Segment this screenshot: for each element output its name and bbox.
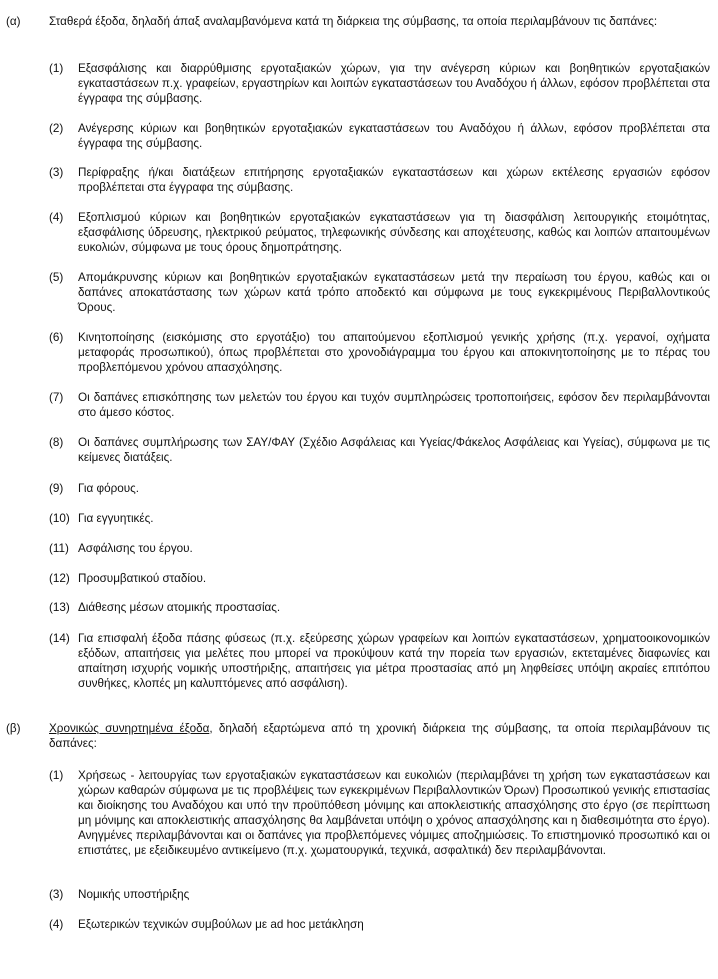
item-number: (10) — [49, 512, 70, 525]
item-text: Εξασφάλισης και διαρρύθμισης εργοταξιακών χώρων, για την ανέγερση κύριων και βοηθητικών εργοταξιακών εγκαταστάσεων π.χ. γραφείων, εργαστηρίων και λοιπών εγκαταστάσεων του Αναδόχου ή άλλων, εφόσον προβλέπεται στα έγγραφα της σύμβασης. — [78, 62, 710, 105]
section-title: Χρονικώς συνηρτημένα έξοδα — [49, 722, 210, 735]
item-number: (4) — [49, 211, 64, 224]
section-intro: , δηλαδή εξαρτώμενα από τη χρονική διάρκεια της σύμβασης, τα οποία περιλαμβάνουν τις δαπάνες: — [49, 722, 711, 750]
item-text: Για επισφαλή έξοδα πάσης φύσεως (π.χ. εξεύρεσης χώρων γραφείων και λοιπών εγκαταστάσεων, χρηματοοικονομικών εξόδων, απαιτήσεις για μελέτες που μπορεί να προκύψουν κατά την πορεία των εργασιών, εκτεταμένες διαφωνίες και απαίτηση ισχυρής νομικής υποστήριξης, απαιτήσεις για μέτρα προστασίας από μη ληφθείσες υπόψη ακραίες επιτόπου συνθήκες, κλοπές μη καλυπτόμενες από ασφάλιση). — [78, 632, 710, 690]
item-text: Διάθεσης μέσων ατομικής προστασίας. — [78, 601, 281, 614]
section-intro: Σταθερά έξοδα, δηλαδή άπαξ αναλαμβανόμενα κατά τη διάρκεια της σύμβασης, τα οποία περιλαμβάνουν τις δαπάνες: — [49, 15, 658, 28]
item-number: (1) — [49, 62, 64, 75]
item-number: (11) — [49, 542, 69, 555]
item-text: Νομικής υποστήριξης — [78, 888, 190, 901]
item-text: Περίφραξης ή/και διατάξεων επιτήρησης εργοταξιακών εγκαταστάσεων και χώρων εκτέλεσης εργασιών εφόσον προβλέπεται στα έγγραφα της σύμβασης. — [78, 166, 710, 194]
item-text: Για εγγυητικές. — [78, 512, 154, 525]
item-text: Οι δαπάνες επισκόπησης των μελετών του έργου και τυχόν συμπληρώσεις τροποποιήσεις, εφόσον δεν περιλαμβάνονται στο άμεσο κόστος. — [78, 391, 710, 419]
item-text: Ανέγερσης κύριων και βοηθητικών εργοταξιακών εγκαταστάσεων του Αναδόχου ή άλλων, εφόσον προβλέπεται στα έγγραφα της σύμβασης. — [78, 122, 710, 150]
item-number: (6) — [49, 331, 64, 344]
item-text: Απομάκρυνσης κύριων και βοηθητικών εργοταξιακών εγκαταστάσεων μετά την περαίωση του έργου, καθώς και οι δαπάνες αποκατάστασης των χώρων κατά τρόπο αποδεκτό και σύμφωνα με τους εγκεκριμένους Περιβαλλοντικούς Όρους. — [78, 271, 710, 314]
item-text: Προσυμβατικού σταδίου. — [78, 572, 207, 585]
item-number: (3) — [49, 888, 64, 901]
item-number: (7) — [49, 391, 64, 404]
section-intro-wrapper — [49, 722, 710, 752]
item-number: (1) — [49, 769, 64, 782]
item-number: (4) — [49, 918, 64, 931]
item-number: (13) — [49, 601, 70, 614]
item-text: Για φόρους. — [78, 482, 140, 495]
item-number: (12) — [49, 572, 70, 585]
item-number: (8) — [49, 436, 64, 449]
item-text: Εξωτερικών τεχνικών συμβούλων με ad hoc μετάκληση — [78, 918, 364, 931]
item-number: (14) — [49, 632, 70, 645]
item-text: Κινητοποίησης (εισκόμισης στο εργοτάξιο) του απαιτούμενου εξοπλισμού γενικής χρήσης (π.χ. γερανοί, οχήματα μεταφοράς προσωπικού), όπως προβλέπεται στο χρονοδιάγραμμα του έργου και αποκινητοποίησης με το πέρας του προβλεπόμενου χρόνου απασχόλησης. — [78, 331, 710, 374]
item-text: Οι δαπάνες συμπλήρωσης των ΣΑΥ/ΦΑΥ (Σχέδιο Ασφάλειας και Υγείας/Φάκελος Ασφάλειας και Υγείας), σύμφωνα με τις κείμενες διατάξεις. — [78, 436, 710, 464]
item-number: (2) — [49, 122, 64, 135]
section-label: (β) — [6, 722, 21, 735]
item-number: (3) — [49, 166, 64, 179]
item-number: (9) — [49, 482, 64, 495]
item-text: Εξοπλισμού κύριων και βοηθητικών εργοταξιακών εγκαταστάσεων για τη διασφάλιση λειτουργικής ετοιμότητας, εξασφάλισης ύδρευσης, ηλεκτρικού ρεύματος, τηλεφωνικής σύνδεσης και αποχέτευσης, καθώς και λοιπών απαιτουμένων ευκολιών, σύμφωνα με τους όρους δημοπράτησης. — [78, 211, 710, 254]
item-text: Ασφάλισης του έργου. — [78, 542, 193, 555]
item-number: (5) — [49, 271, 64, 284]
section-label: (α) — [6, 15, 21, 28]
item-text: Χρήσεως - λειτουργίας των εργοταξιακών εγκαταστάσεων και ευκολιών (περιλαμβάνει τη χρήση των εγκαταστάσεων και χώρων καθαρών σύμφωνα με τις προβλέψεις των εγκεκριμένων Περιβαλλοντικών Όρων) Προσωπικού γενικής επιστασίας και διοίκησης του Αναδόχου και υπό την προϋπόθεση μόνιμης και αποκλειστικής απασχόλησης στο έργο (σε περίπτωση μη μόνιμης και αποκλειστικής απασχόλησης θα λαμβάνεται υπόψη ο χρόνος απασχόλησης και η διαθεσιμότητα στο έργο). Ανηγμένες περιλαμβάνονται και οι δαπάνες για προβλεπόμενες νόμιμες αποζημιώσεις. Το επιστημονικό προσωπικό και οι επιστάτες, με εξειδικευμένο αντικείμενο (π.χ. χωματουργικά, τεχνικά, ασφαλτικά) δεν περιλαμβάνονται. — [78, 769, 710, 857]
